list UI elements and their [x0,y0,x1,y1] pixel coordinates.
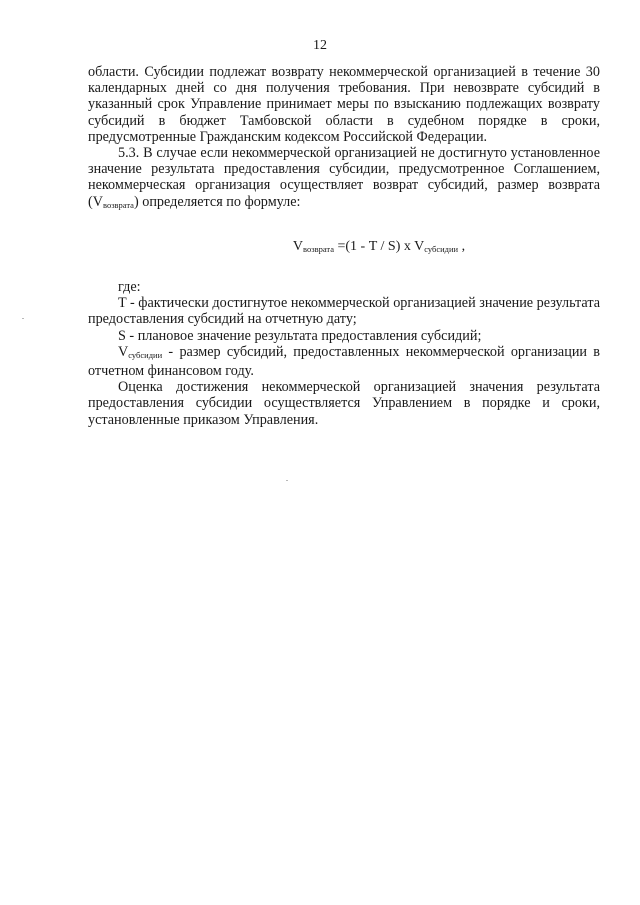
definition-v-symbol: V [118,343,129,360]
where-label: где: [118,279,141,296]
scan-speck [286,480,288,481]
definition-v-text: - размер субсидий, предоставленных некоммерческой организации в отчетном финансовом году. [88,343,600,380]
page-number: 12 [313,38,327,53]
paragraph-assessment: Оценка достижения некоммерческой организацией значения результата предоставления субсидии осуществляется Управлением в порядке и сроки, установленные приказом Управления. [88,379,600,428]
formula-sub-subsidy: субсидии [424,243,459,254]
definition-t: T - фактически достигнутое некоммерческой организацией значение результата предоставления субсидий на отчетную дату; [88,295,600,328]
definition-s: S - плановое значение результата предоставления субсидий; [118,327,482,344]
formula-end: , [458,238,466,254]
document-body [88,64,600,428]
paragraph-5-3 [88,145,600,213]
definition-v [88,344,600,379]
formula-sub-return: возврата [303,243,334,254]
formula-expression: =(1 - T / S) x V [334,238,425,254]
paragraph-5-3-subscript: возврата [102,199,134,210]
paragraph-5-3-tail: ) определяется по формуле: [133,193,301,210]
paragraph-return-subsidies: области. Субсидии подлежат возврату некоммерческой организацией в течение 30 календарных дней со дня получения требования. При невозврате субсидий в указанный срок Управление принимает меры по взысканию подлежащих возврату субсидий в бюджет Тамбовской области в судебном порядке в сроки, предусмотренные Гражданским кодексом Российской Федерации. [88,64,600,145]
scan-speck [22,318,24,319]
formula [158,239,600,257]
definition-v-subscript: субсидии [128,349,163,360]
formula-v-return: V [292,238,304,254]
paragraph-5-3-text: 5.3. В случае если некоммерческой организацией не достигнуто установленное значение результата предоставления субсидии, предусмотренное Соглашением, некоммерческая организация осуществляет возврат субсидий, размер возврата (V [88,145,600,210]
